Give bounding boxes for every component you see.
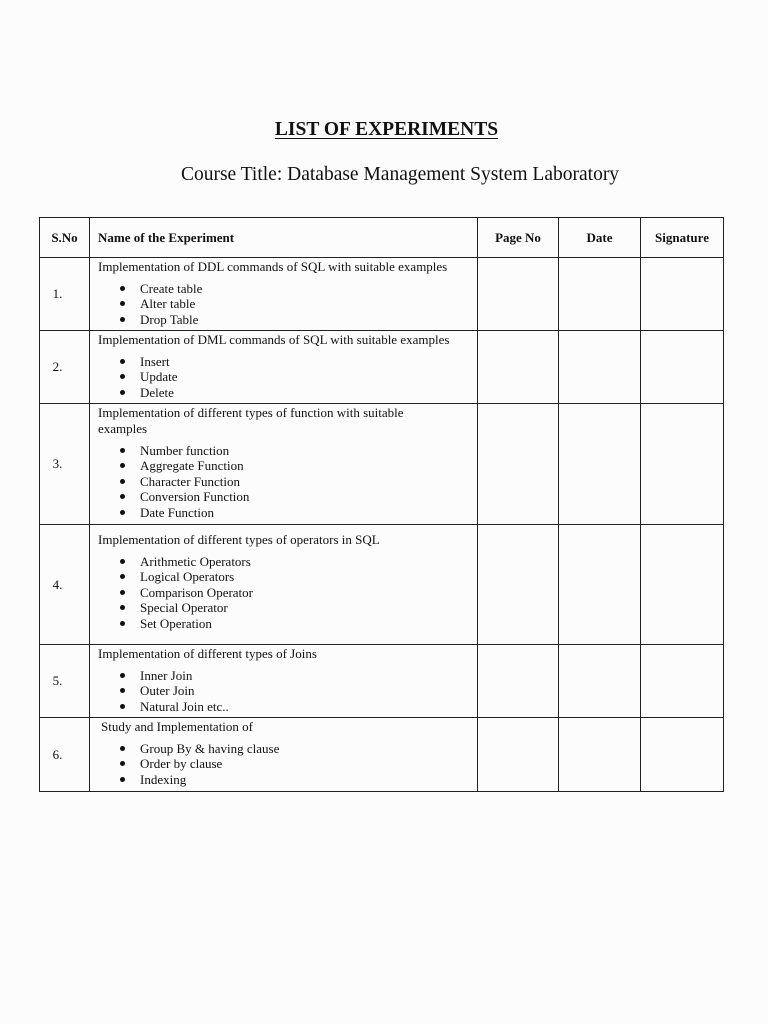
page-no-cell xyxy=(478,645,559,718)
table-row xyxy=(40,525,724,645)
date-cell xyxy=(559,525,641,645)
list-item: Set Operation xyxy=(98,616,473,631)
row-description: Implementation of DML commands of SQL with suitable examples xyxy=(98,332,450,347)
page-no-cell xyxy=(478,404,559,525)
row-sno: 5. xyxy=(40,645,90,718)
date-cell xyxy=(559,718,641,792)
row-sno: 3. xyxy=(40,404,90,525)
signature-cell xyxy=(641,525,724,645)
list-item: Comparison Operator xyxy=(98,585,473,600)
date-cell xyxy=(559,645,641,718)
signature-cell xyxy=(641,645,724,718)
row-description: Implementation of different types of function with suitable examples xyxy=(98,405,404,436)
row-description: Implementation of DDL commands of SQL with suitable examples xyxy=(98,259,448,274)
row-description-cell xyxy=(90,525,478,645)
list-item: Special Operator xyxy=(98,600,473,615)
page-no-cell xyxy=(478,331,559,404)
table-row xyxy=(40,404,724,525)
row-description-cell xyxy=(90,645,478,718)
signature-cell xyxy=(641,718,724,792)
list-item: Alter table xyxy=(98,296,473,311)
row-sno: 6. xyxy=(40,718,90,792)
row-description-cell xyxy=(90,258,478,331)
header-signature: Signature xyxy=(641,218,724,258)
list-item: Delete xyxy=(98,385,473,400)
list-item: Conversion Function xyxy=(98,489,473,504)
header-date: Date xyxy=(559,218,641,258)
list-item: Order by clause xyxy=(98,756,473,771)
table-row xyxy=(40,718,724,792)
list-item: Date Function xyxy=(98,505,473,520)
list-item: Logical Operators xyxy=(98,569,473,584)
list-item: Natural Join etc.. xyxy=(98,699,473,714)
row-sno: 4. xyxy=(40,525,90,645)
signature-cell xyxy=(641,404,724,525)
list-item: Group By & having clause xyxy=(98,741,473,756)
table-row xyxy=(40,645,724,718)
list-item: Aggregate Function xyxy=(98,458,473,473)
row-item-list xyxy=(98,668,473,714)
date-cell xyxy=(559,331,641,404)
table-row xyxy=(40,331,724,404)
list-item: Indexing xyxy=(98,772,473,787)
row-description: Implementation of different types of operators in SQL xyxy=(98,532,380,547)
page-no-cell xyxy=(478,525,559,645)
list-item: Insert xyxy=(98,354,473,369)
page-no-cell xyxy=(478,718,559,792)
list-item: Character Function xyxy=(98,474,473,489)
page-no-cell xyxy=(478,258,559,331)
header-experiment-name: Name of the Experiment xyxy=(90,218,478,258)
date-cell xyxy=(559,258,641,331)
row-description-cell xyxy=(90,331,478,404)
table-header-row xyxy=(40,218,724,258)
date-cell xyxy=(559,404,641,525)
course-title: Course Title: Database Management System Laboratory xyxy=(180,164,620,185)
list-item: Arithmetic Operators xyxy=(98,554,473,569)
list-item: Inner Join xyxy=(98,668,473,683)
list-item: Create table xyxy=(98,281,473,296)
row-item-list xyxy=(98,354,473,400)
row-description-cell xyxy=(90,404,478,525)
row-item-list xyxy=(98,554,473,631)
list-item: Number function xyxy=(98,443,473,458)
row-sno: 1. xyxy=(40,258,90,331)
row-item-list xyxy=(98,281,473,327)
signature-cell xyxy=(641,331,724,404)
row-description-cell xyxy=(90,718,478,792)
header-page-no: Page No xyxy=(478,218,559,258)
header-sno: S.No xyxy=(40,218,90,258)
document-title: LIST OF EXPERIMENTS xyxy=(274,119,499,140)
row-item-list xyxy=(98,443,473,520)
row-description: Study and Implementation of xyxy=(101,719,254,734)
signature-cell xyxy=(641,258,724,331)
row-description: Implementation of different types of Joins xyxy=(98,646,317,661)
list-item: Drop Table xyxy=(98,312,473,327)
row-sno: 2. xyxy=(40,331,90,404)
experiments-table xyxy=(39,217,724,792)
row-item-list xyxy=(98,741,473,787)
table-row xyxy=(40,258,724,331)
list-item: Outer Join xyxy=(98,683,473,698)
list-item: Update xyxy=(98,369,473,384)
